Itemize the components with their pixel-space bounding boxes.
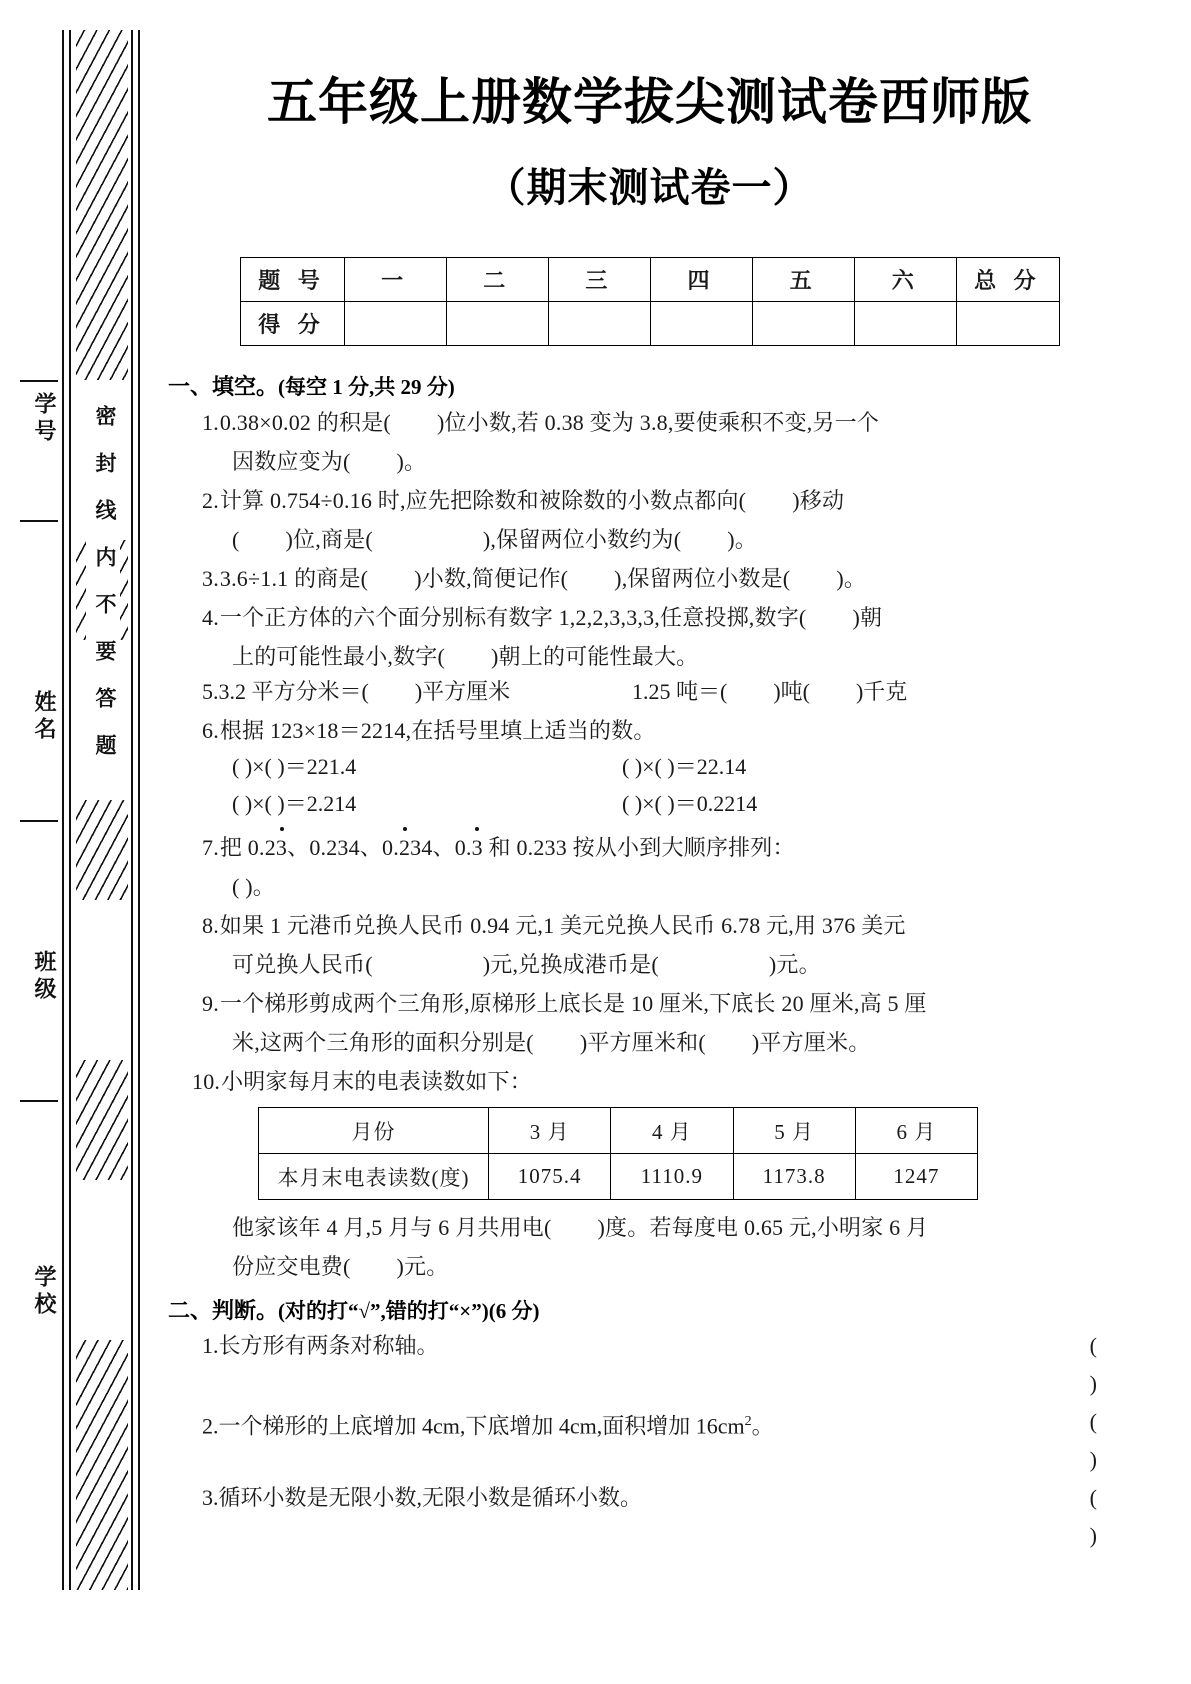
hatch-gap-3 [74, 900, 130, 1060]
question-2-line2-b: )位,商是( [285, 527, 373, 552]
meter-reading-3: 1173.8 [733, 1154, 855, 1200]
judge-item-2 [168, 1403, 1131, 1479]
question-6-number: 6. [202, 718, 219, 743]
school-rule [20, 1100, 58, 1102]
seal-hatch-band [76, 30, 128, 1590]
question-8-line2-c: )元。 [768, 952, 821, 977]
question-8-number: 8. [202, 913, 219, 938]
question-2 [168, 483, 1131, 518]
question-10-number: 10. [192, 1069, 221, 1094]
question-2-number: 2. [202, 488, 219, 513]
question-2-line2-c: ),保留两位小数约为( [482, 527, 682, 552]
judge-item-3 [168, 1479, 1131, 1555]
judge-item-3-answer-box[interactable]: ( ) [1089, 1485, 1131, 1548]
question-1-line1-b: )位小数,若 0.38 变为 3.8,要使乘积不变,另一个 [436, 410, 880, 435]
question-4-line2-a: 上的可能性最小,数字( [232, 644, 446, 669]
field-label-name: 姓名 [32, 690, 57, 744]
judge-item-2-number: 2. [202, 1413, 219, 1439]
judge-item-2-superscript: 2 [744, 1414, 752, 1429]
name-rule [20, 520, 58, 522]
section-one-heading [168, 370, 1131, 401]
question-2-line2-a: ( [232, 527, 240, 552]
student-id-rule [20, 380, 58, 382]
seal-rule-inner-left [69, 30, 71, 1590]
question-8-line2-b: )元,兑换成港币是( [482, 952, 659, 977]
class-rule [20, 820, 58, 822]
exam-paper-body [140, 0, 1191, 1684]
question-6 [168, 713, 1131, 748]
question-3-line1-c: ),保留两位小数是( [614, 566, 791, 591]
question-4 [168, 600, 1131, 635]
score-table-value-row [240, 302, 1059, 346]
judge-item-3-text-wrap [202, 1479, 1011, 1555]
question-5-right-a: 1.25 吨＝( [632, 679, 728, 704]
question-1 [168, 405, 1131, 440]
question-9-line2 [168, 1025, 1131, 1060]
field-label-school: 学校 [32, 1265, 57, 1319]
question-10-after-b: )度。若每度电 0.65 元,小明家 6 月 [597, 1215, 929, 1240]
judge-item-1-number: 1. [202, 1333, 219, 1358]
question-9-line2-a: 米,这两个三角形的面积分别是( [232, 1030, 534, 1055]
question-7-pre: 把 0.2 [219, 835, 276, 860]
score-table-row-label-score: 得 分 [240, 302, 344, 346]
question-8-line2 [168, 947, 1131, 982]
score-cell-2[interactable] [446, 302, 548, 346]
score-col-4: 四 [650, 258, 752, 302]
meter-month-2: 4 月 [611, 1108, 733, 1154]
question-1-number: 1. [202, 410, 219, 435]
question-9-line2-b: )平方厘米和( [579, 1030, 706, 1055]
question-7-number: 7. [202, 835, 219, 860]
judge-item-2-answer-box[interactable]: ( ) [1089, 1409, 1131, 1472]
judge-item-3-number: 3. [202, 1485, 219, 1510]
question-3-line1-b: )小数,简便记作( [414, 566, 569, 591]
question-5-number: 5. [202, 679, 219, 704]
question-7-mid-2: 34 [410, 835, 433, 860]
question-5-right [632, 674, 907, 709]
section-one-question-list [168, 405, 1131, 1284]
question-5-left-b: )平方厘米 [414, 679, 511, 704]
question-10-after-a: 他家该年 4 月,5 月与 6 月共用电( [232, 1215, 552, 1240]
question-1-line2-a: 因数应变为( [232, 449, 351, 474]
judge-item-1-text-wrap [202, 1327, 1011, 1403]
question-6-line1: 根据 123×18＝2214,在括号里填上适当的数。 [219, 718, 656, 743]
question-5-left [202, 674, 632, 709]
question-10-line1: 小明家每月末的电表读数如下： [221, 1069, 532, 1094]
page-subtitle: （期末测试卷一） [485, 166, 814, 210]
question-10-after-c: 份应交电费( [232, 1254, 351, 1279]
question-2-line2 [168, 522, 1131, 557]
judge-item-1-text: 长方形有两条对称轴。 [218, 1333, 439, 1358]
meter-month-1: 3 月 [489, 1108, 611, 1154]
meter-table-reading-row [259, 1154, 978, 1200]
question-9-line2-c: )平方厘米。 [751, 1030, 871, 1055]
question-3-line1-d: )。 [836, 566, 867, 591]
section-two-heading [168, 1294, 1131, 1325]
judge-item-3-text: 循环小数是无限小数,无限小数是循环小数。 [218, 1485, 643, 1510]
section-two-points: (对的打“√”,错的打“×”)(6 分) [278, 1299, 540, 1323]
judge-item-2-text-b: 。 [751, 1413, 774, 1439]
score-col-2: 二 [446, 258, 548, 302]
question-3-line1-a: 3.6÷1.1 的商是( [219, 566, 369, 591]
electricity-meter-table [258, 1107, 978, 1200]
seal-rule-outer-left [62, 30, 64, 1590]
score-table-header-row [240, 258, 1059, 302]
question-6-equation-3[interactable]: ( )×( )＝2.214 [232, 791, 357, 816]
question-6-equation-row-1 [168, 748, 1131, 785]
section-two-judge-list [168, 1327, 1131, 1555]
question-4-line1-b: )朝 [852, 605, 883, 630]
question-10-followup-line1 [168, 1210, 1131, 1245]
score-col-total: 总 分 [957, 258, 1059, 302]
section-one-points: (每空 1 分,共 29 分) [278, 375, 455, 399]
question-4-line1-a: 一个正方体的六个面分别标有数字 1,2,2,3,3,3,任意投掷,数字( [219, 605, 807, 630]
question-7 [168, 830, 1131, 865]
question-8-line1: 如果 1 元港币兑换人民币 0.94 元,1 美元兑换人民币 6.78 元,用 376 美元 [219, 913, 906, 938]
question-9-line1: 一个梯形剪成两个三角形,原梯形上底长是 10 厘米,下底长 20 厘米,高 5 厘 [219, 991, 927, 1016]
page-title: 五年级上册数学拔尖测试卷西师版 [267, 74, 1032, 130]
meter-table-reading-label: 本月末电表读数(度) [259, 1154, 489, 1200]
question-6-equation-1[interactable]: ( )×( )＝221.4 [232, 754, 357, 779]
question-8-line2-a: 可兑换人民币( [232, 952, 373, 977]
seal-line-text: 密封线内不要答题 [86, 405, 120, 781]
meter-month-4: 6 月 [855, 1108, 977, 1154]
judge-item-1-answer-box[interactable]: ( ) [1089, 1333, 1131, 1396]
question-6-equation-4[interactable]: ( )×( )＝0.2214 [622, 791, 758, 816]
question-10-followup-line2 [168, 1249, 1131, 1284]
meter-table-month-label: 月份 [259, 1108, 489, 1154]
question-4-line2-b: )朝上的可能性最大。 [491, 644, 699, 669]
question-5-left-a: 3.2 平方分米＝( [218, 679, 369, 704]
meter-reading-1: 1075.4 [489, 1154, 611, 1200]
meter-reading-2: 1110.9 [611, 1154, 733, 1200]
question-1-line2 [168, 444, 1131, 479]
question-9 [168, 986, 1131, 1021]
question-5-right-b: )吨( [773, 679, 810, 704]
question-2-line2-d: )。 [727, 527, 757, 552]
question-1-line2-b: )。 [396, 449, 427, 474]
meter-table-month-row [259, 1108, 978, 1154]
question-9-number: 9. [202, 991, 219, 1016]
score-col-1: 一 [344, 258, 446, 302]
meter-month-3: 5 月 [733, 1108, 855, 1154]
question-5 [168, 674, 1131, 709]
score-cell-6[interactable] [855, 302, 957, 346]
meter-reading-4: 1247 [855, 1154, 977, 1200]
question-6-equation-2[interactable]: ( )×( )＝22.14 [622, 754, 747, 779]
score-cell-3[interactable] [548, 302, 650, 346]
question-8 [168, 908, 1131, 943]
question-6-equation-row-2 [168, 785, 1131, 822]
question-5-right-c: )千克 [855, 679, 908, 704]
question-7-mid-3: 、0. [432, 835, 472, 860]
question-2-line1-b: )移动 [792, 488, 845, 513]
score-col-6: 六 [855, 258, 957, 302]
judge-item-1 [168, 1327, 1131, 1403]
section-two-title: 二、判断。 [168, 1298, 279, 1323]
score-col-3: 三 [548, 258, 650, 302]
question-10 [168, 1064, 1131, 1099]
score-cell-5[interactable] [753, 302, 855, 346]
seal-margin-area [0, 0, 140, 1684]
question-1-line1-a: 0.38×0.02 的积是( [219, 410, 391, 435]
field-label-class: 班级 [32, 950, 57, 1004]
hatch-gap-4 [74, 1180, 130, 1340]
question-7-repeat-dot-3: 3 [472, 830, 483, 865]
score-summary-table [240, 257, 1060, 346]
question-7-answer-line[interactable]: ( )。 [232, 874, 275, 899]
question-7-repeat-dot-1: 3 [276, 830, 287, 865]
section-one-title: 一、填空。 [168, 374, 279, 399]
question-7-post: 和 0.233 按从小到大顺序排列： [482, 835, 795, 860]
score-col-5: 五 [753, 258, 855, 302]
question-2-line1-a: 计算 0.754÷0.16 时,应先把除数和被除数的小数点都向( [219, 488, 747, 513]
field-label-student-id: 学号 [32, 392, 57, 446]
question-10-after-d: )元。 [396, 1254, 449, 1279]
question-7-repeat-dot-2: 2 [399, 830, 410, 865]
question-7-mid-1: 、0.234、0. [287, 835, 399, 860]
score-table-row-label-question: 题 号 [240, 258, 344, 302]
question-4-line2 [168, 639, 1131, 674]
question-4-number: 4. [202, 605, 219, 630]
judge-item-2-text-a: 一个梯形的上底增加 4cm,下底增加 4cm,面积增加 16cm [218, 1413, 745, 1439]
question-3-number: 3. [202, 566, 219, 591]
score-cell-total[interactable] [957, 302, 1059, 346]
question-3 [168, 561, 1131, 596]
seal-rule-inner-right [131, 30, 133, 1590]
judge-item-2-text-wrap [202, 1403, 1011, 1479]
score-cell-4[interactable] [650, 302, 752, 346]
score-cell-1[interactable] [344, 302, 446, 346]
